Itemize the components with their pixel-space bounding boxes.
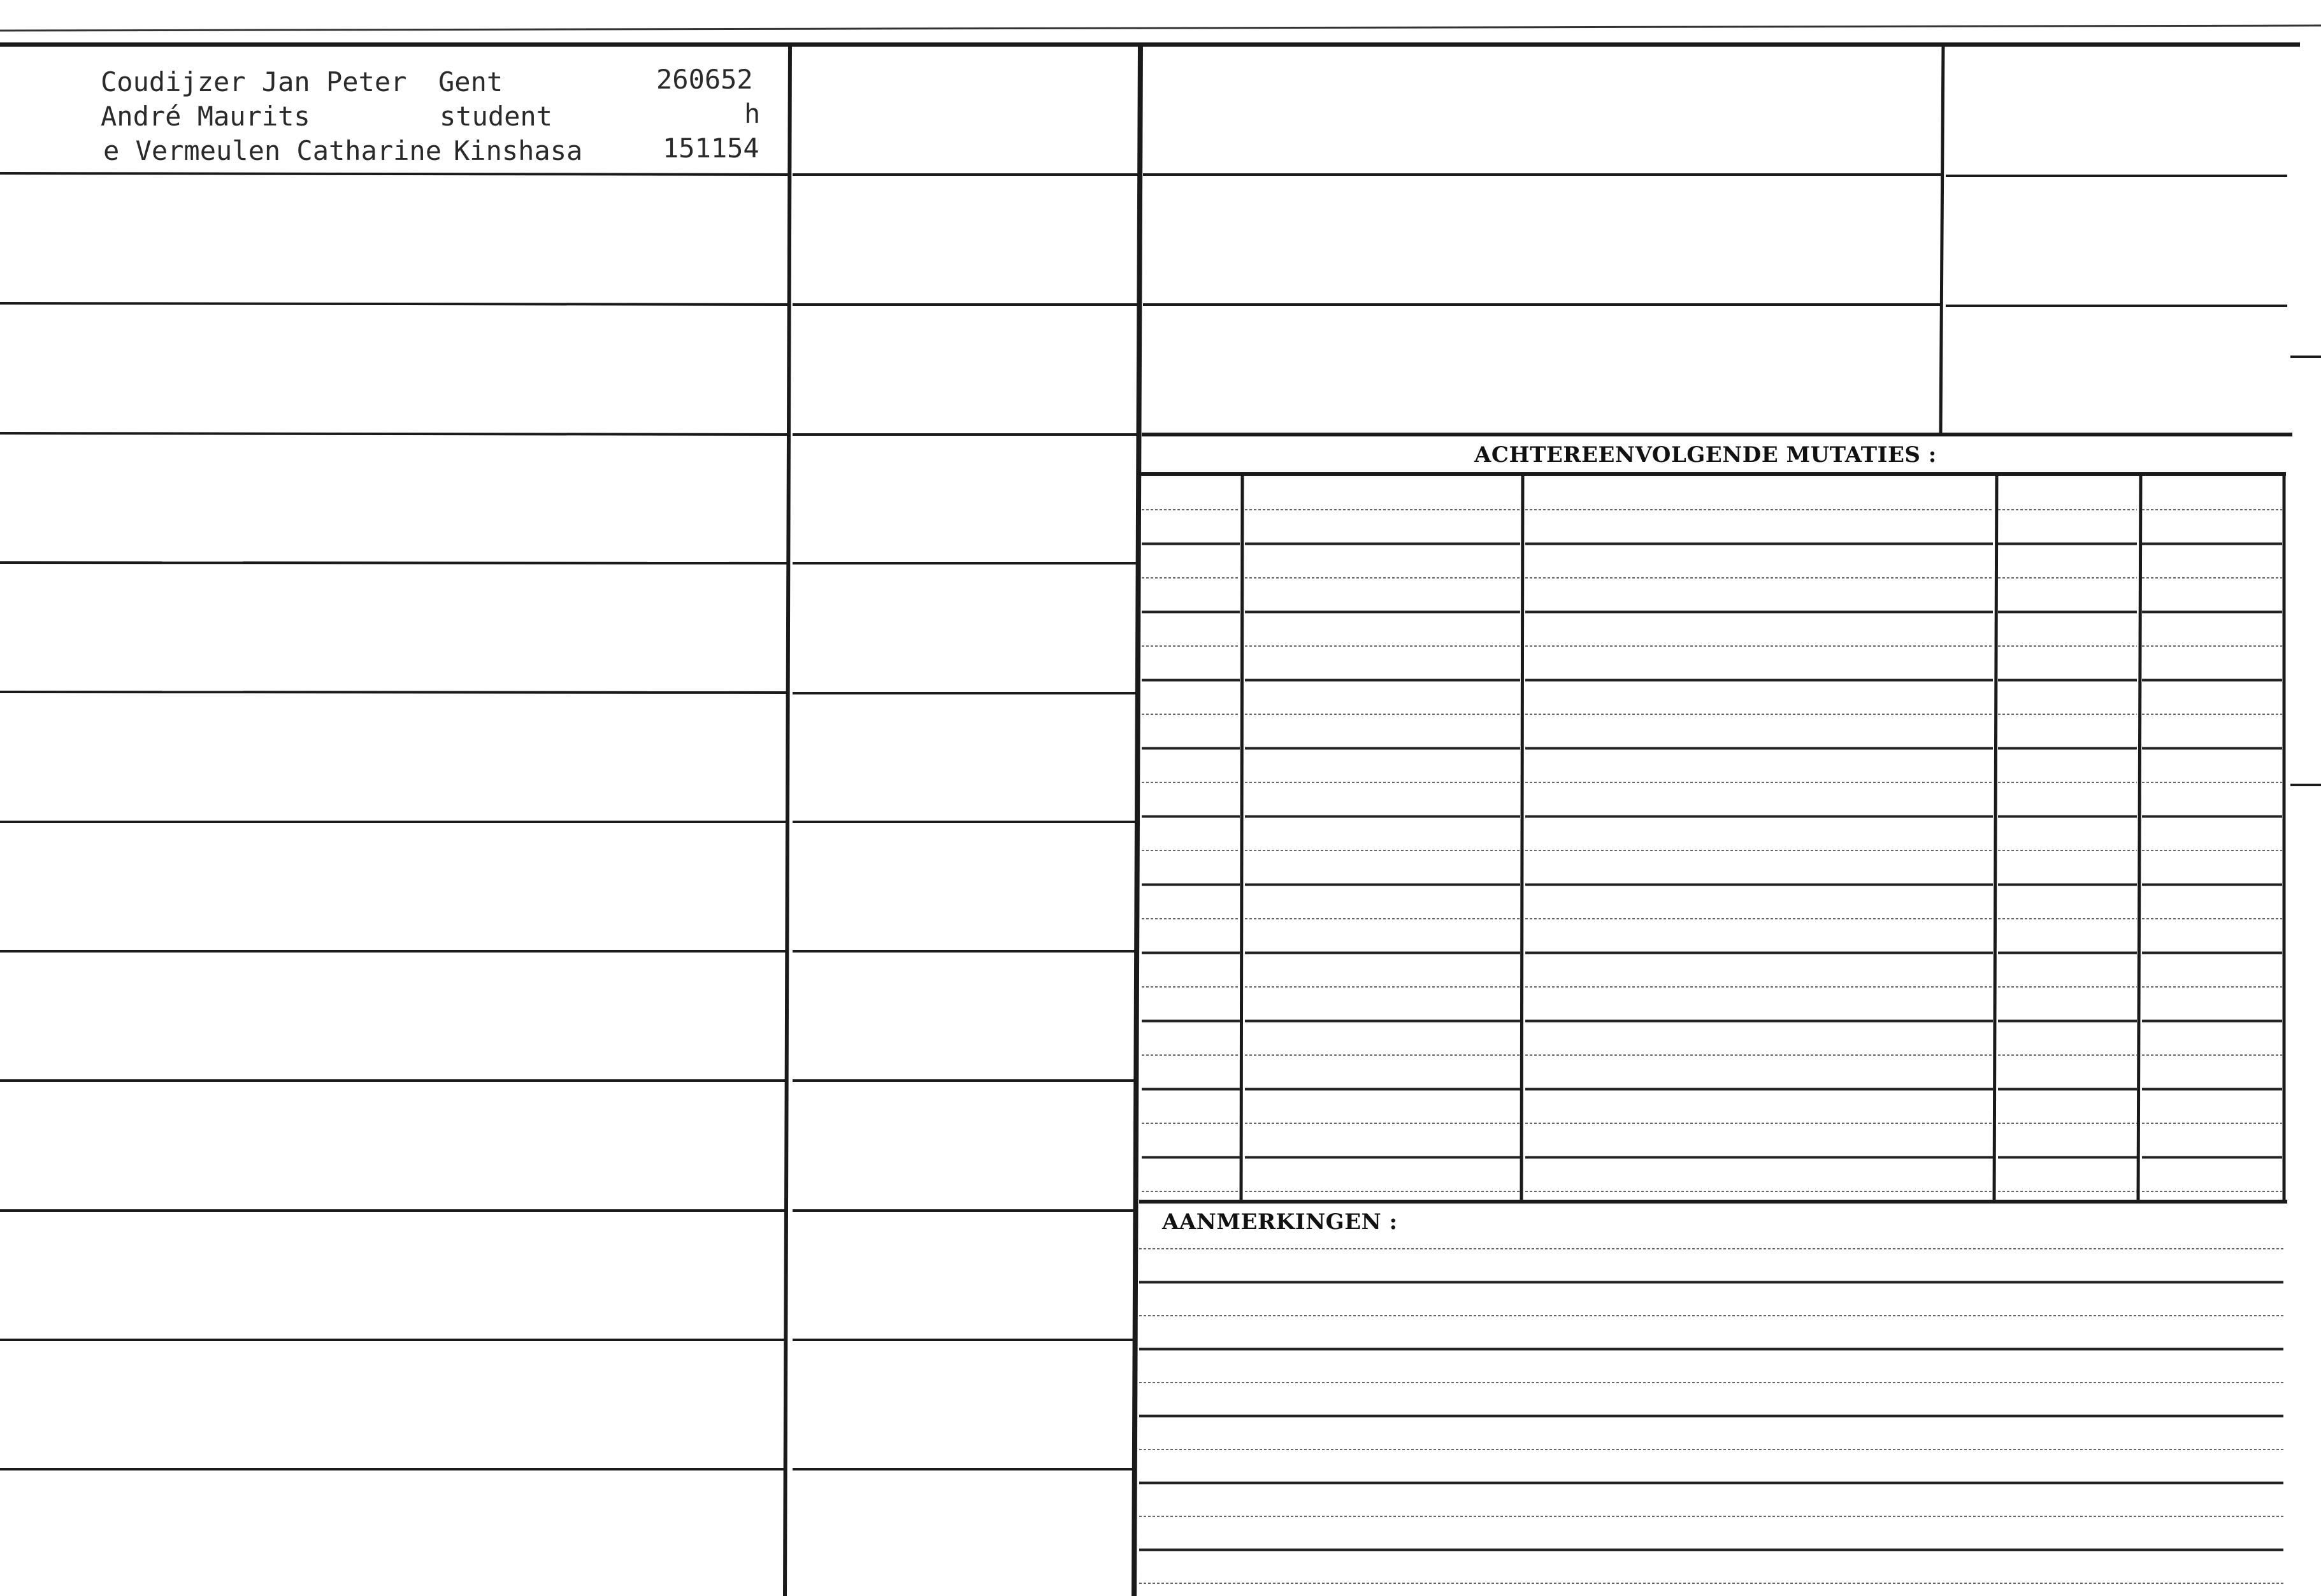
mutations-heading: ACHTEREENVOLGENDE MUTATIES : bbox=[1474, 442, 1937, 468]
entry-mark-line-2: h bbox=[744, 98, 761, 129]
mutations-col-rule bbox=[1241, 474, 1242, 1202]
left-column-rule bbox=[785, 45, 790, 1596]
remarks-heading: AANMERKINGEN : bbox=[1162, 1209, 1398, 1235]
entry-place-line-3: Kinshasa bbox=[454, 135, 583, 166]
mutations-col-rule bbox=[1521, 474, 1523, 1202]
entry-place-line-1: Gent bbox=[438, 66, 503, 97]
mutations-col-rule bbox=[1994, 474, 1997, 1202]
entry-name-line-1: Coudijzer Jan Peter bbox=[101, 66, 407, 97]
entry-date-line-3: 151154 bbox=[663, 133, 759, 164]
row-rule bbox=[0, 173, 790, 175]
top-edge-line bbox=[0, 25, 2321, 31]
mutations-col-rule bbox=[2138, 474, 2141, 1202]
row-rule bbox=[0, 433, 789, 435]
mutations-rows bbox=[1142, 510, 2282, 1191]
entry-occupation-line-2: student bbox=[440, 101, 553, 132]
row-rule bbox=[0, 692, 787, 693]
right-column-rule bbox=[1941, 45, 1943, 433]
remarks-rows bbox=[1139, 1249, 2283, 1596]
middle-column-rule bbox=[1134, 45, 1140, 1596]
row-rule bbox=[0, 303, 789, 305]
entry-name-line-3: e Vermeulen Catharine bbox=[103, 135, 442, 166]
entry-name-line-2: André Maurits bbox=[101, 101, 310, 132]
entry-date-line-1: 260652 bbox=[656, 64, 753, 95]
